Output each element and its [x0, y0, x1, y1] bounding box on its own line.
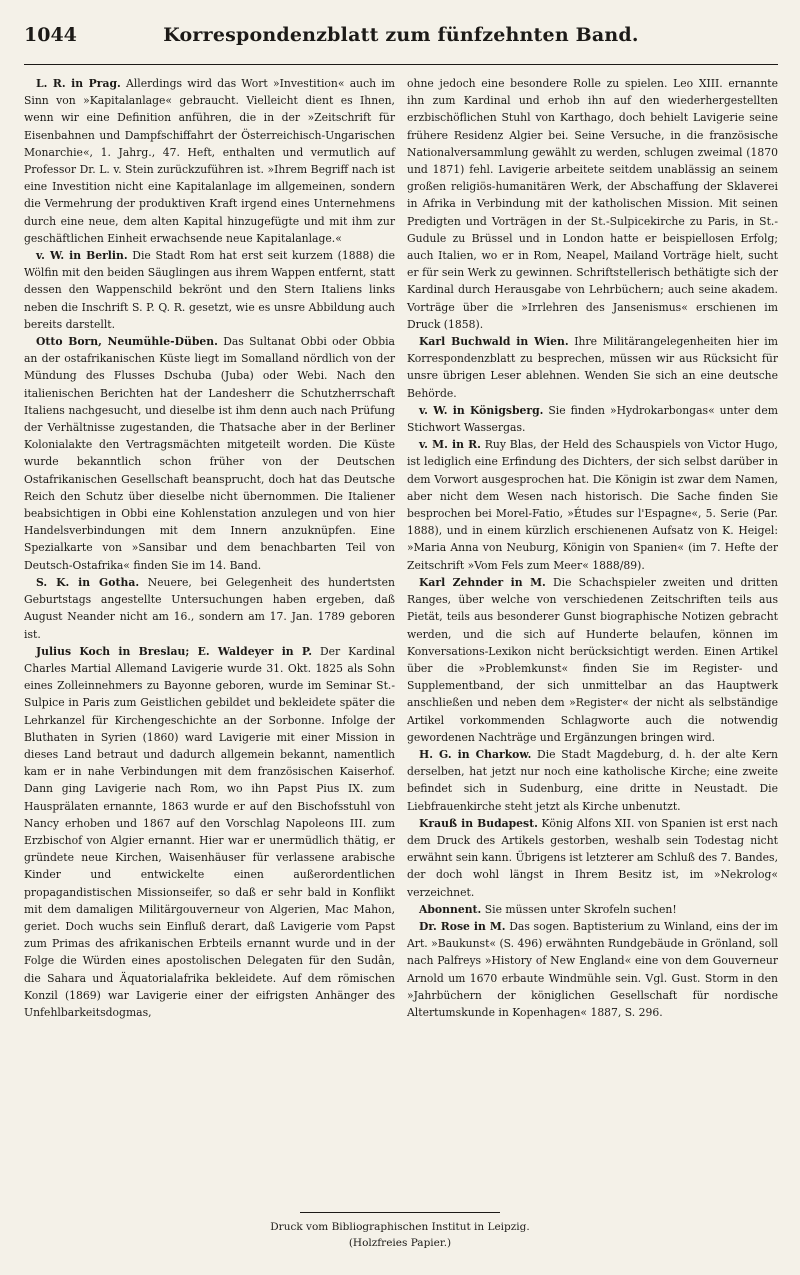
entry-addressee: Dr. Rose in M.: [419, 919, 506, 933]
running-title: Korrespondenzblatt zum fünfzehnten Band.: [163, 24, 639, 46]
entry: [24, 643, 395, 1021]
footer-rule: [300, 1212, 500, 1213]
entry: [407, 333, 778, 402]
entry-addressee: Karl Zehnder in M.: [419, 575, 546, 589]
entry: [407, 746, 778, 815]
entry-addressee: Abonnent.: [419, 902, 482, 916]
left-column: [24, 75, 395, 1193]
entry-text: ohne jedoch eine besondere Rolle zu spielen. Leo XIII. ernannte ihn zum Kardinal und erhob ihn auf den wiederhergestellten erzbischöflichen Stuhl von Karthago, doch behielt Lavigerie seine frühere Residenz Algier bei. Seine Versuche, in die französische Nationalversammlung gewählt zu werden, schlugen zweimal (1870 und 1871) fehl. Lavigerie arbeitete seitdem unablässig an seinem großen religiös-humanitären Werk, der Abschaffung der Sklaverei in Afrika in Verbindung mit der katholischen Mission. Mit seinen Predigten und Vorträgen in der St.-Sulpicekirche zu Paris, in St.-Gudule zu Brüssel und in London hatte er beispiellosen Erfolg; auch Italien, wo er in Rom, Neapel, Mailand Vorträge hielt, sucht er für sein Werk zu gewinnen. Schriftstellerisch bethätigte sich der Kardinal durch Herausgabe von Lehrbüchern; auch seine akadem. Vorträge über die »Irrlehren des Jansenismus« erschienen im Druck (1858).: [407, 77, 778, 331]
entry-text: Die Stadt Rom hat erst seit kurzem (1888) die Wölfin mit den beiden Säuglingen aus ihrem Wappen entfernt, statt dessen den Wappenschild bekrönt und den Stern Italiens links neben die Inschrift S. P. Q. R. gesetzt, wie es unsre Abbildung auch bereits darstellt.: [24, 249, 396, 331]
entry: [24, 333, 395, 574]
entry-text: Die Schachspieler zweiten und dritten Ranges, über welche von verschiedenen Zeitschriften teils aus Pietät, teils aus besonderer Gunst biographische Notizen gebracht werden, und die sich auf Hunderte belaufen, können im Konversations-Lexikon nicht berücksichtigt werden. Einen Artikel über die »Problemkunst« finden Sie im Register- und Supplementband, der sich unmittelbar an das Hauptwerk anschließen und neben dem »Register« der nicht als selbständige Artikel vorkommenden Schlagworte auch die notwendig gewordenen Nachträge und Ergänzungen bringen wird.: [407, 575, 778, 744]
entry: [24, 75, 395, 247]
entry-addressee: Otto Born, Neumühle-Düben.: [36, 335, 218, 349]
printer-imprint: [0, 1212, 800, 1251]
entry-text: Ruy Blas, der Held des Schauspiels von Victor Hugo, ist lediglich eine Erfindung des Dichters, der sich selbst darüber in dem Vorwort ausgesprochen hat. Die Königin ist zwar dem Namen, aber nicht dem Wesen nach historisch. Die Sache finden Sie besprochen bei Morel-Fatio, »Études sur l'Espagne«, 5. Serie (Par. 1888), und in einem kürzlich erschienenen Aufsatz von K. Heigel: »Maria Anna von Neuburg, Königin von Spanien« (im 7. Hefte der Zeitschrift »Vom Fels zum Meer« 1888/89).: [407, 438, 778, 572]
entry-text: König Alfons XII. von Spanien ist erst nach dem Druck des Artikels gestorben, weshalb sein Todestag nicht erwähnt sein kann. Übrigens ist letzterer am Schluß des 7. Bandes, der doch wohl längst in Ihrem Besitz ist, im »Nekrolog« verzeichnet.: [407, 816, 778, 899]
entry: [24, 574, 395, 643]
page-header: [24, 24, 778, 65]
entry-addressee: L. R. in Prag.: [36, 77, 121, 90]
entry-addressee: Julius Koch in Breslau; E. Waldeyer in P.: [36, 644, 313, 658]
entry: [407, 402, 778, 436]
entry-text: Das Sultanat Obbi oder Obbia an der ostafrikanischen Küste liegt im Somalland nördlich von der Mündung des Flusses Dschuba (Juba) oder Webi. Nach den italienischen Berichten hat der Landesherr die Schutzherrschaft Italiens nachgesucht, und dieselbe ist ihm denn auch nach Prüfung der Verhältnisse zugestanden, die Thatsache aber in der Berliner Kolonialakte den Vertragsmächten mitgeteilt worden. Die Küste wurde bekanntlich schon früher von der Deutschen Ostafrikanischen Gesellschaft beansprucht, doch hat das Deutsche Reich den Schutz über dieselbe nicht übernommen. Die Italiener beabsichtigen in Obbi eine Kohlenstation anzulegen und von hier Handelsverbindungen mit dem Innern anzuknüpfen. Eine Spezialkarte von »Sansibar und dem benachbarten Teil von Deutsch-Ostafrika« finden Sie im 14. Band.: [24, 335, 395, 572]
entry-addressee: Karl Buchwald in Wien.: [419, 335, 569, 349]
entry: [407, 815, 778, 901]
entry: [407, 436, 778, 574]
entry-continuation: [407, 75, 778, 333]
entry-addressee: H. G. in Charkow.: [419, 747, 532, 761]
entry: [407, 574, 778, 746]
entry: [407, 901, 778, 918]
text-columns: [24, 75, 778, 1193]
entry-text: Ihre Militärangelegenheiten hier im Korrespondenzblatt zu besprechen, müssen wir aus Rücksicht für unsre übrigen Leser ablehnen. Wenden Sie sich an eine deutsche Behörde.: [407, 335, 778, 400]
entry-text: Die Stadt Magdeburg, d. h. der alte Kern derselben, hat jetzt nur noch eine katholische Kirche; eine zweite befindet sich in Sudenburg, eine dritte in Neustadt. Die Liebfrauenkirche steht jetzt als Kirche unbenutzt.: [407, 747, 778, 813]
imprint-line: Druck vom Bibliographischen Institut in Leipzig.: [270, 1221, 530, 1233]
page-number: 1044: [24, 24, 77, 46]
entry-addressee: S. K. in Gotha.: [36, 575, 140, 589]
entry-text: Neuere, bei Gelegenheit des hundertsten Geburtstags angestellte Untersuchungen haben ergeben, daß August Neander nicht am 16., sondern am 17. Jan. 1789 geboren ist.: [24, 575, 395, 641]
entry-addressee: v. W. in Berlin.: [36, 249, 128, 263]
entry-text: Sie finden »Hydrokarbongas« unter dem Stichwort Wassergas.: [407, 403, 778, 435]
entry-text: Sie müssen unter Skrofeln suchen!: [484, 902, 677, 916]
entry-addressee: v. W. in Königsberg.: [419, 403, 544, 417]
right-column: [407, 75, 778, 1193]
entry: [24, 247, 395, 333]
entry-addressee: v. M. in R.: [419, 438, 481, 452]
paper-note: (Holzfreies Papier.): [348, 1237, 452, 1249]
entry-text: Der Kardinal Charles Martial Allemand Lavigerie wurde 31. Okt. 1825 als Sohn eines Zolleinnehmers zu Bayonne geboren, wurde im Seminar St.-Sulpice in Paris zum Geistlichen gebildet und bekleidete später die Lehrkanzel für Kirchengeschichte an der Sorbonne. Infolge der Bluthaten in Syrien (1860) ward Lavigerie mit einer Mission in dieses Land betraut und dadurch allgemein bekannt, namentlich kam er in nahe Verbindungen mit dem französischen Kaiserhof. Dann ging Lavigerie nach Rom, wo ihn Papst Pius IX. zum Hausprälaten ernannte, 1863 wurde er auf den Bischofsstuhl von Nancy erhoben und 1867 auf den Vorschlag Napoleons III. zum Erzbischof von Algier ernannt. Hier war er unermüdlich thätig, er gründete neue Kirchen, Waisenhäuser für verlassene arabische Kinder und entwickelte einen außerordentlichen propagandistischen Missionseifer, so daß er sehr bald in Konflikt mit dem damaligen Militärgouverneur von Algerien, Mac Mahon, geriet. Doch wuchs sein Einfluß derart, daß Lavigerie vom Papst zum Primas des afrikanischen Erbteils ernannt wurde und in der Folge die Würden eines apostolischen Delegaten für den Sudân, die Sahara und Äquatorialafrika bekleidete. Auf dem römischen Konzil (1869) war Lavigerie einer der eifrigsten Anhänger des Unfehlbarkeitsdogmas,: [24, 644, 395, 1019]
entry-addressee: Krauß in Budapest.: [419, 816, 538, 830]
entry-text: Das sogen. Baptisterium zu Winland, eins der im Art. »Baukunst« (S. 496) erwähnten Rundgebäude in Grönland, soll nach Palfreys »History of New England« eine von dem Gouverneur Arnold um 1670 erbaute Windmühle sein. Vgl. Gust. Storm in den »Jahrbüchern der königlichen Gesellschaft für nordische Altertumskunde in Kopenhagen« 1887, S. 296.: [407, 919, 778, 1019]
entry: [407, 918, 778, 1021]
entry-text: Allerdings wird das Wort »Investition« auch im Sinn von »Kapitalanlage« gebraucht. Vielleicht dient es Ihnen, wenn wir eine Definition anführen, die in der »Zeitschrift für Eisenbahnen und Dampfschiffahrt der Österreichisch-Ungarischen Monarchie«, 1. Jahrg., 47. Heft, enthalten und vermutlich auf Professor Dr. L. v. Stein zurückzuführen ist. »Ihrem Begriff nach ist eine Investition nicht eine Kapitalanlage im allgemeinen, sondern die Vermehrung der produktiven Kraft irgend eines Unternehmens durch eine neue, dem alten Kapital hinzugefügte und mit ihm zur geschäftlichen Einheit erwachsende neue Kapitalanlage.«: [24, 77, 396, 245]
